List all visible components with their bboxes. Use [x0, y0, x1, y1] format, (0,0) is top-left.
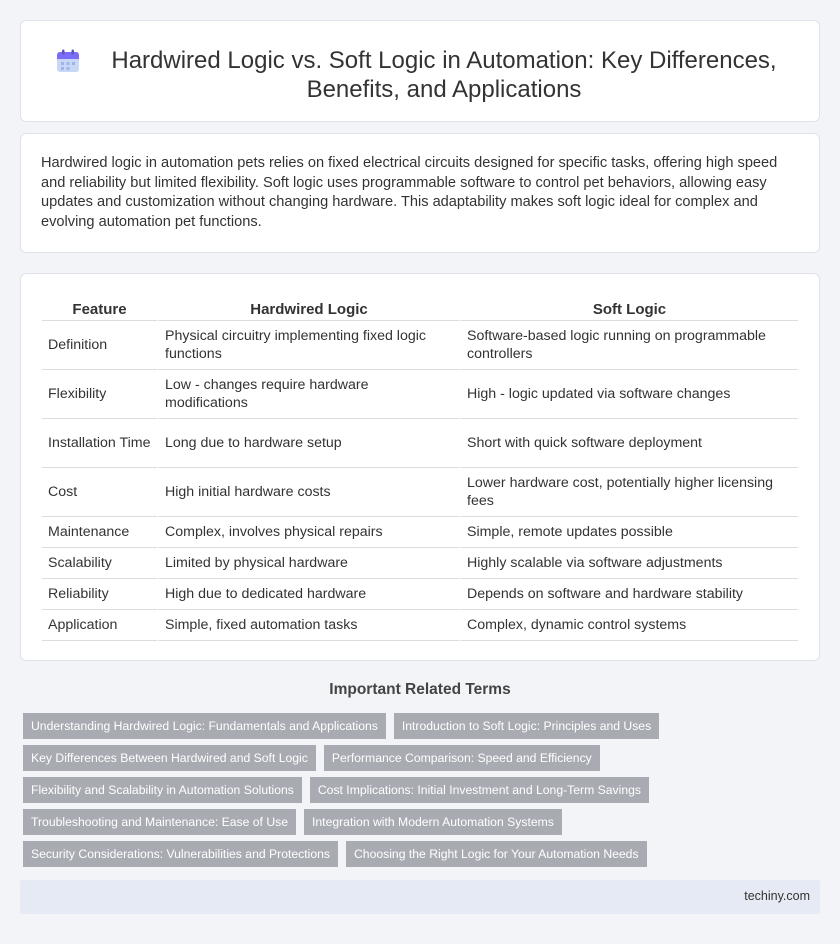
page-title: Hardwired Logic vs. Soft Logic in Automation: Key Differences, Benefits, and Applications: [111, 47, 777, 103]
soft-cell: Lower hardware cost, potentially higher licensing fees: [459, 468, 798, 517]
related-terms-list: [23, 713, 813, 873]
feature-cell: Maintenance: [42, 517, 157, 548]
soft-cell: Software-based logic running on programmable controllers: [459, 321, 798, 370]
related-term-tag[interactable]: Choosing the Right Logic for Your Automation Needs: [346, 841, 647, 867]
table-row: [42, 548, 798, 579]
related-term-tag[interactable]: Performance Comparison: Speed and Efficiency: [324, 745, 600, 771]
feature-cell: Scalability: [42, 548, 157, 579]
intro-paragraph: Hardwired logic in automation pets relies on fixed electrical circuits designed for specific tasks, offering high speed and reliability but limited flexibility. Soft logic uses programmable software to control pet behaviors, allowing easy updates and customization without changing hardware. This adaptability makes soft logic ideal for complex and evolving automation pet functions.: [41, 155, 778, 230]
footer-site-link[interactable]: techiny.com: [744, 889, 810, 903]
feature-cell: Cost: [42, 468, 157, 517]
hardwired-cell: Low - changes require hardware modifications: [157, 370, 459, 419]
hardwired-cell: High due to dedicated hardware: [157, 579, 459, 610]
hardwired-cell: High initial hardware costs: [157, 468, 459, 517]
column-header-feature: Feature: [42, 294, 157, 321]
related-term-tag[interactable]: Understanding Hardwired Logic: Fundamentals and Applications: [23, 713, 386, 739]
feature-cell: Reliability: [42, 579, 157, 610]
related-term-tag[interactable]: Integration with Modern Automation Systems: [304, 809, 562, 835]
table-row: [42, 517, 798, 548]
intro-card: [20, 133, 820, 253]
related-term-tag[interactable]: Troubleshooting and Maintenance: Ease of Use: [23, 809, 296, 835]
table-row: [42, 579, 798, 610]
related-term-tag[interactable]: Security Considerations: Vulnerabilities and Protections: [23, 841, 338, 867]
calendar-icon: [56, 49, 80, 73]
table-row: [42, 370, 798, 419]
related-term-tag[interactable]: Flexibility and Scalability in Automation Solutions: [23, 777, 302, 803]
table-row: [42, 468, 798, 517]
related-term-tag[interactable]: Cost Implications: Initial Investment and Long-Term Savings: [310, 777, 649, 803]
table-row: [42, 419, 798, 468]
soft-cell: Depends on software and hardware stability: [459, 579, 798, 610]
related-term-tag[interactable]: Introduction to Soft Logic: Principles and Uses: [394, 713, 659, 739]
feature-cell: Flexibility: [42, 370, 157, 419]
soft-cell: Highly scalable via software adjustments: [459, 548, 798, 579]
footer: [20, 880, 820, 914]
soft-cell: Short with quick software deployment: [459, 419, 798, 468]
soft-cell: High - logic updated via software changes: [459, 370, 798, 419]
feature-cell: Application: [42, 610, 157, 641]
hardwired-cell: Simple, fixed automation tasks: [157, 610, 459, 641]
comparison-table: [42, 294, 798, 641]
feature-cell: Definition: [42, 321, 157, 370]
comparison-card: [20, 273, 820, 661]
feature-cell: Installation Time: [42, 419, 157, 468]
column-header-hardwired: Hardwired Logic: [157, 294, 459, 321]
hardwired-cell: Long due to hardware setup: [157, 419, 459, 468]
title-card: [20, 20, 820, 122]
hardwired-cell: Physical circuitry implementing fixed logic functions: [157, 321, 459, 370]
related-term-tag[interactable]: Key Differences Between Hardwired and Soft Logic: [23, 745, 316, 771]
hardwired-cell: Complex, involves physical repairs: [157, 517, 459, 548]
soft-cell: Simple, remote updates possible: [459, 517, 798, 548]
table-row: [42, 321, 798, 370]
hardwired-cell: Limited by physical hardware: [157, 548, 459, 579]
column-header-soft: Soft Logic: [459, 294, 798, 321]
related-terms-title: Important Related Terms: [329, 681, 511, 698]
table-header-row: [42, 294, 798, 321]
table-row: [42, 610, 798, 641]
soft-cell: Complex, dynamic control systems: [459, 610, 798, 641]
